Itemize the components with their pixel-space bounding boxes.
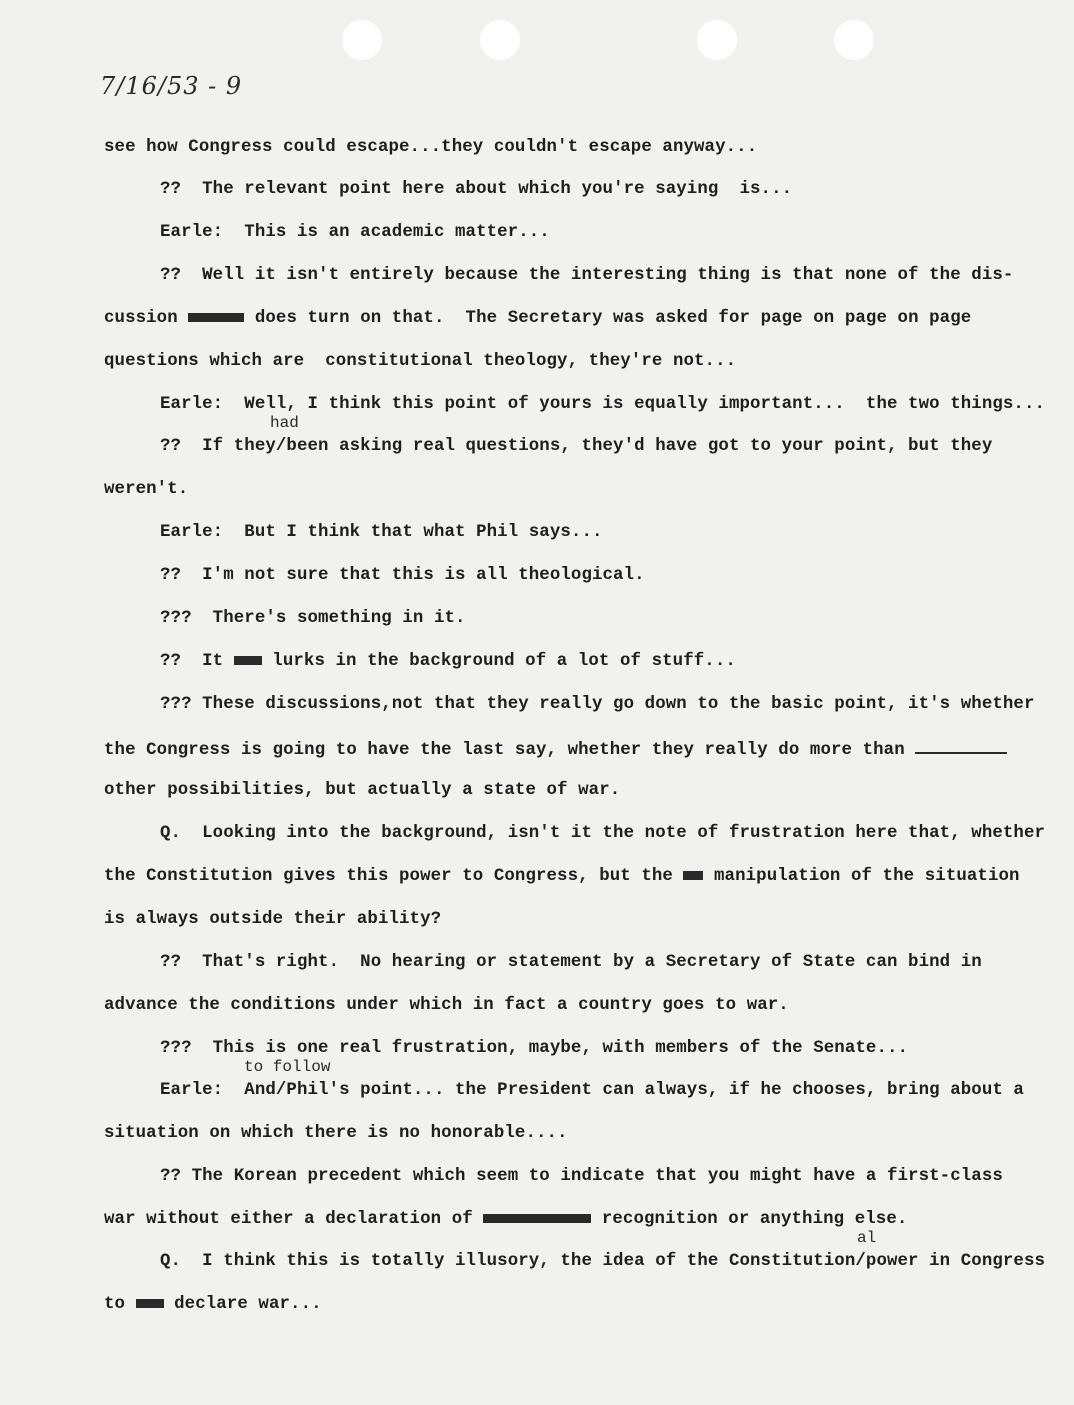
text-line: weren't. — [104, 480, 189, 499]
text-line: the Constitution gives this power to Congress, but the manipulation of the situation — [104, 867, 1020, 886]
text-line: ?? The relevant point here about which you're saying is... — [160, 180, 793, 199]
punch-hole — [697, 20, 737, 60]
text-line: cussion does turn on that. The Secretary was asked for page on page on page — [104, 309, 972, 328]
page-reference: 7/16/53 - 9 — [100, 72, 243, 100]
text-line: Earle: Well, I think this point of yours is equally important... the two things... — [160, 395, 1046, 414]
text-line: advance the conditions under which in fact a country goes to war. — [104, 996, 789, 1015]
punch-hole — [480, 20, 520, 60]
text-line: war without either a declaration of recognition or anything else. — [104, 1210, 908, 1229]
text-line: Earle: This is an academic matter... — [160, 223, 550, 242]
strikeout-mark — [483, 1214, 591, 1223]
strikeout-mark — [188, 313, 244, 322]
text-line: Earle: But I think that what Phil says... — [160, 523, 603, 542]
blank-line — [915, 738, 1007, 754]
text-line: Q. Looking into the background, isn't it the note of frustration here that, whether — [160, 824, 1046, 843]
text-line: ??? There's something in it. — [160, 609, 466, 628]
strikeout-mark — [234, 656, 262, 665]
text-line: situation on which there is no honorable.... — [104, 1124, 568, 1143]
text-line: ?? It lurks in the background of a lot of stuff... — [160, 652, 736, 671]
punch-hole — [834, 20, 874, 60]
strikeout-mark — [683, 871, 703, 880]
text-line: ?? If they/been asking real questions, they'd have got to your point, but they — [160, 437, 993, 456]
text-line: ??? This is one real frustration, maybe, with members of the Senate... — [160, 1039, 909, 1058]
text-line: Q. I think this is totally illusory, the idea of the Constitution/power in Congress — [160, 1252, 1046, 1271]
text-line: ?? Well it isn't entirely because the interesting thing is that none of the dis- — [160, 266, 1014, 285]
handwritten-insertion: al — [857, 1229, 877, 1247]
text-line: to declare war... — [104, 1295, 322, 1314]
text-line: Earle: And/Phil's point... the President can always, if he chooses, bring about a — [160, 1081, 1024, 1100]
text-line: is always outside their ability? — [104, 910, 442, 929]
text-line: other possibilities, but actually a state of war. — [104, 781, 621, 800]
handwritten-insertion: to follow — [244, 1058, 331, 1076]
punch-hole — [342, 20, 382, 60]
text-line: see how Congress could escape...they couldn't escape anyway... — [104, 138, 758, 157]
text-line: ?? The Korean precedent which seem to indicate that you might have a first-class — [160, 1167, 1003, 1186]
text-line: the Congress is going to have the last say, whether they really do more than — [104, 738, 1007, 761]
text-line: ?? I'm not sure that this is all theological. — [160, 566, 645, 585]
text-line: ??? These discussions,not that they really go down to the basic point, it's whether — [160, 695, 1035, 714]
handwritten-insertion: had — [270, 414, 299, 432]
text-line: ?? That's right. No hearing or statement by a Secretary of State can bind in — [160, 953, 982, 972]
strikeout-mark — [136, 1299, 164, 1308]
text-line: questions which are constitutional theology, they're not... — [104, 352, 737, 371]
